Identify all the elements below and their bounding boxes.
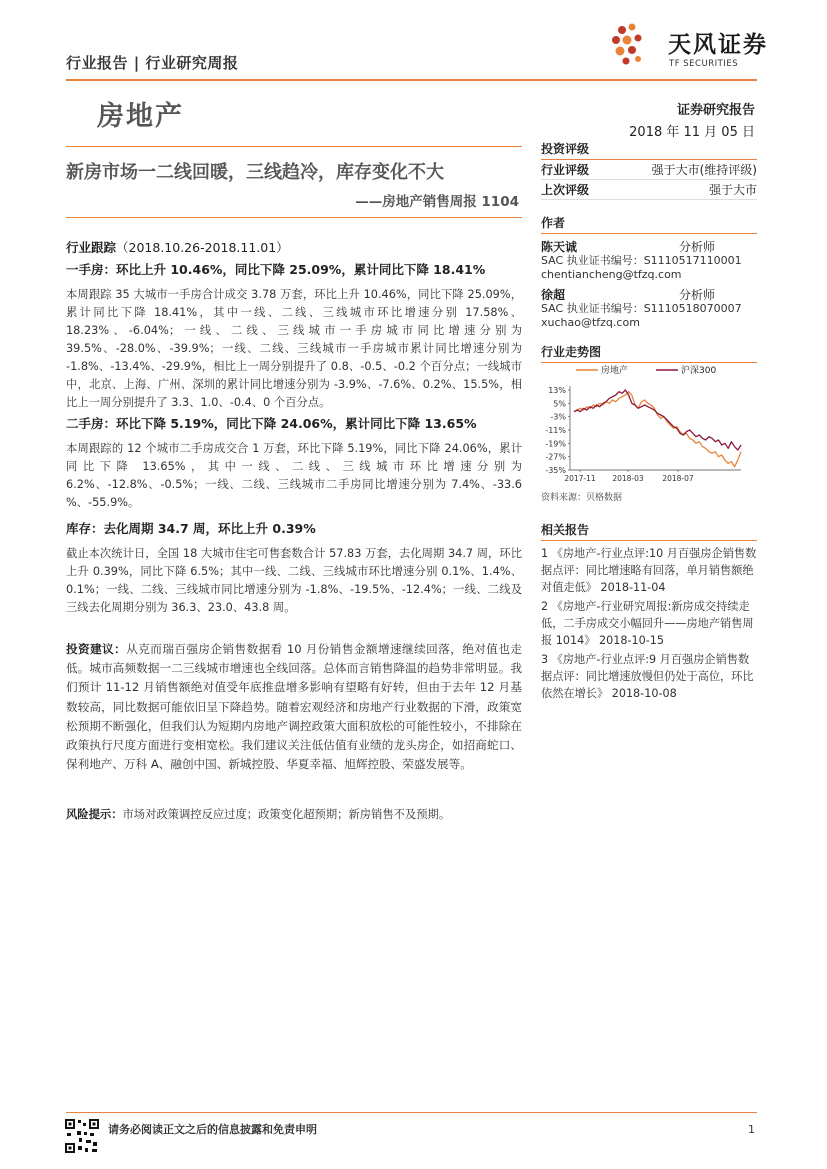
page-number: 1 (748, 1123, 755, 1136)
prev-rating-label: 上次评级 (541, 183, 590, 197)
x-tick-label: 2018-07 (662, 474, 694, 483)
tracking-date: （2018.10.26-2018.11.01） (116, 240, 289, 255)
authors-section (541, 214, 757, 330)
inventory-paragraph: 截止本次统计日，全国 18 大城市住宅可售套数合计 57.83 万套，去化周期 34.7 周，环比上升 0.39%，同比下降 6.5%；其中一线、二线、三线城市环比增速分别 0.1%、1.4%、0.1%；一线、二线、三线城市同比增速分别为 -1.8%、-19.5%、-12.4%；一线、二线及三线去化周期分别为 36.3、23.0、43.8 周。 (66, 547, 522, 614)
author-email[interactable]: xuchao@tfzq.com (541, 316, 640, 329)
prev-rating-row (541, 180, 757, 200)
author-role: 分析师 (678, 240, 715, 254)
y-tick-label: -19% (545, 439, 566, 449)
report-subtitle: ——房地产销售周报 1104 (355, 194, 519, 210)
related-report-title[interactable]: 1 《房地产-行业点评:10 月百强房企销售数据点评：同比增速略有回落，单月销售额绝对值走低》 (541, 547, 757, 594)
y-tick-label: 13% (548, 386, 566, 395)
related-report-title[interactable]: 3 《房地产-行业点评:9 月百强房企销售数据点评：同比增速放慢但仍处于高位，环比依然在增长》 (541, 653, 754, 700)
inventory-heading: 库存：去化周期 34.7 周，环比上升 0.39% (66, 521, 316, 536)
related-report[interactable] (541, 598, 757, 649)
advice-text: 从克而瑞百强房企销售数据看 10 月份销售金额增速继续回落，绝对值也走低。城市高频数据一二三线城市增速也全线回落。总体而言销售降温的趋势非常明显。我们预计 11-12 月销售额绝对值受年底推盘增多影响有望略有好转，但由于去年 12 月基数较高，同比数据可能依旧呈下降趋势。随着宏观经济和房地产行业数据的下滑，政策宽松预期不断强化，但我们认为短期内房地产调控政策大面积放松的可能性较小，不排除在政策执行尺度方面进行变相宽松。我们建议关注低估值有业绩的龙头房企，如招商蛇口、保利地产、万科 A、融创中国、新城控股、华夏幸福、旭辉控股、荣盛发展等。 (66, 642, 522, 772)
related-report[interactable] (541, 545, 757, 596)
x-tick-label: 2018-03 (612, 474, 644, 483)
new-house-heading: 一手房：环比上升 10.46%，同比下降 25.09%，累计同比下降 18.41% (66, 262, 486, 277)
logo-english: TF SECURITIES (669, 59, 739, 69)
investment-advice (66, 640, 522, 774)
legend-label: 房地产 (601, 366, 629, 376)
qr-code-icon (64, 1118, 100, 1154)
second-hand-heading: 二手房：环比下降 5.19%，同比下降 24.06%，累计同比下降 13.65% (66, 416, 477, 431)
y-tick-label: 5% (553, 399, 566, 409)
related-report-date: 2018-11-04 (600, 581, 666, 594)
report-kind: 证券研究报告 (676, 103, 755, 118)
author-card (541, 288, 757, 330)
rating-header: 投资评级 (541, 140, 757, 160)
y-tick-label: -3% (550, 412, 566, 422)
trend-section (541, 343, 757, 363)
logo-mark-icon (612, 24, 642, 65)
new-house-paragraph: 本周跟踪 35 大城市一手房合计成交 3.78 万套，环比上升 10.46%，同比下降 25.09%，累计同比下降 18.41%，其中一线、二线、三线城市环比增速分别 17.58%、18.23%、-6.04%；一线、二线、三线城市一手房城市同比增速分别为 39.5%、-28.0%、-39.9%；一线、二线、三线城市一手房城市累计同比增速分别为 -1.8%、-13.4%、-29.9%，相比上一周分别提升了 0.8、-0.5、-0.2 个百分点；一线城市中，北京、上海、广州、深圳的累计同比增速分别为 -3.9%、-7.6%、0.2%、15.5%，相比上一周分别提升了 3.3、1.0、-0.4、0 个百分点。 (66, 288, 522, 409)
report-type: 行业报告 | 行业研究周报 (66, 54, 239, 72)
chart-source: 资料来源：贝格数据 (541, 493, 623, 503)
y-tick-label: -35% (545, 466, 566, 475)
risk-text: 市场对政策调控反应过度；政策变化超预期；新房销售不及预期。 (122, 808, 451, 821)
author-role: 分析师 (678, 288, 715, 302)
industry-rating-label: 行业评级 (541, 163, 590, 177)
author-email[interactable]: chentiancheng@tfzq.com (541, 268, 682, 281)
footer-divider (66, 1112, 757, 1113)
footer-disclaimer[interactable]: 请务必阅读正文之后的信息披露和免责申明 (108, 1123, 317, 1136)
author-name: 徐超 (541, 288, 566, 302)
advice-label: 投资建议： (66, 642, 127, 656)
author-name: 陈天诚 (541, 240, 578, 254)
rating-section (541, 140, 757, 200)
y-tick-label: -27% (545, 452, 566, 462)
industry-rating-row (541, 160, 757, 180)
related-header: 相关报告 (541, 521, 757, 541)
x-tick-label: 2017-11 (564, 474, 596, 483)
risk-warning (66, 806, 522, 824)
legend-label: 沪深300 (681, 366, 717, 376)
related-report-date: 2018-10-15 (598, 634, 664, 647)
title-rule-top (66, 146, 522, 147)
related-report-date: 2018-10-08 (611, 687, 677, 700)
series-line (574, 390, 741, 450)
author-card (541, 240, 757, 282)
related-report[interactable] (541, 651, 757, 702)
series-line (574, 392, 741, 467)
trend-header: 行业走势图 (541, 343, 757, 363)
logo-name: 天风证券 (668, 32, 768, 58)
header-divider (66, 79, 757, 81)
author-cert: SAC 执业证书编号：S1110518070007 (541, 302, 742, 315)
report-date: 2018 年 11 月 05 日 (629, 125, 755, 140)
tracking-label: 行业跟踪 (66, 240, 117, 255)
trend-chart (536, 362, 757, 490)
industry-rating-value: 强于大市(维持评级) (651, 163, 757, 177)
tracking-heading (66, 238, 289, 256)
title-rule-bottom (66, 217, 522, 218)
authors-header: 作者 (541, 214, 757, 234)
risk-label: 风险提示： (66, 808, 123, 821)
related-report-title[interactable]: 2 《房地产-行业研究周报:新房成交持续走低，二手房成交小幅回升——房地产销售周报 1014》 (541, 600, 754, 647)
sector-title: 房地产 (97, 101, 184, 132)
related-section (541, 521, 757, 702)
second-hand-paragraph: 本周跟踪的 12 个城市二手房成交合 1 万套，环比下降 5.19%，同比下降 24.06%，累计同比下降 13.65%，其中一线、二线、三线城市环比增速分别为 6.2%、-12.8%、-0.5%；一线、二线、三线城市二手房同比增速分别为 7.4%、-33.6 %、-55.9%。 (66, 442, 522, 509)
prev-rating-value: 强于大市 (708, 183, 757, 197)
author-cert: SAC 执业证书编号：S1110517110001 (541, 254, 742, 267)
y-tick-label: -11% (545, 426, 566, 435)
report-title: 新房市场一二线回暖，三线趋冷，库存变化不大 (66, 162, 444, 183)
